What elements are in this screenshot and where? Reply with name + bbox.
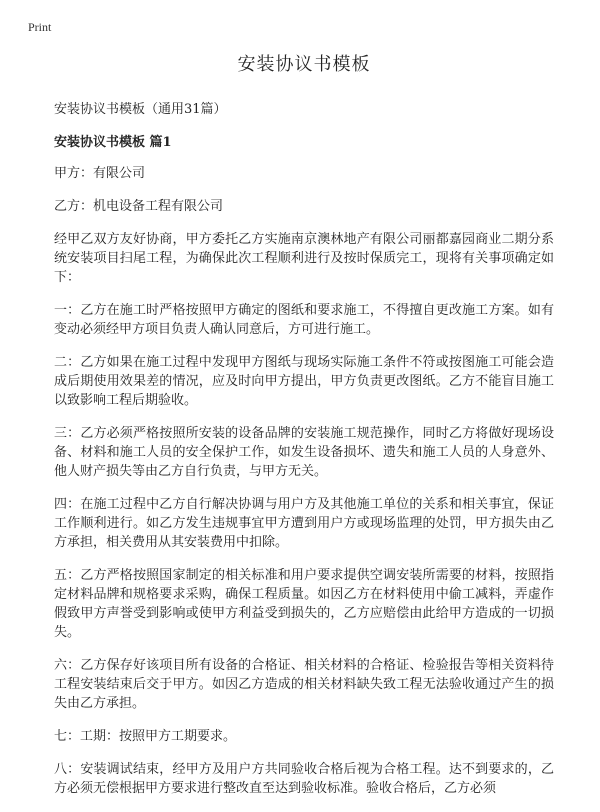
clause-8: 八：安装调试结束，经甲方及用户方共同验收合格后视为合格工程。达不到要求的，乙方必须无偿根据甲方要求进行整改直至达到验收标准。验收合格后，乙方必须 [54, 762, 554, 796]
section-heading: 安装协议书模板 篇1 [54, 135, 172, 150]
clause-7: 七：工期：按照甲方工期要求。 [54, 729, 237, 744]
document-title: 安装协议书模板 [237, 54, 371, 75]
document-subtitle: 安装协议书模板（通用31篇） [54, 102, 227, 117]
clause-3: 三：乙方必须严格按照所安装的设备品牌的安装施工规范操作，同时乙方将做好现场设备、材料和施工人员的安全保护工作，如发生设备损坏、遗失和施工人员的人身意外、他人财产损失等由乙方自行负责，与甲方无关。 [54, 426, 554, 479]
party-b-line: 乙方：机电设备工程有限公司 [54, 199, 224, 214]
clause-2: 二：乙方如果在施工过程中发现甲方图纸与现场实际施工条件不符或按图施工可能会造成后期使用效果差的情况，应及时向甲方提出，甲方负责更改图纸。乙方不能盲目施工以致影响工程后期验收。 [54, 355, 554, 408]
clause-1: 一：乙方在施工时严格按照甲方确定的图纸和要求施工，不得擅自更改施工方案。如有变动必须经甲方项目负责人确认同意后，方可进行施工。 [54, 303, 554, 337]
clause-5: 五：乙方严格按照国家制定的相关标准和用户要求提供空调安装所需要的材料，按照指定材料品牌和规格要求采购，确保工程质量。如因乙方在材料使用中偷工减料，弄虚作假致甲方声誉受到影响或使甲方利益受到损失的，乙方应赔偿由此给甲方造成的一切损失。 [54, 568, 554, 640]
clause-4: 四：在施工过程中乙方自行解决协调与用户方及其他施工单位的关系和相关事宜，保证工作顺利进行。如乙方发生违规事宜甲方遭到用户方或现场监理的处罚，甲方损失由乙方承担，相关费用从其安装费用中扣除。 [54, 497, 554, 550]
print-link[interactable]: Print [28, 20, 52, 34]
clause-6: 六：乙方保存好该项目所有设备的合格证、相关材料的合格证、检验报告等相关资料待工程安装结束后交于甲方。如因乙方造成的相关材料缺失致工程无法验收通过产生的损失由乙方承担。 [54, 658, 554, 711]
document-page [54, 50, 554, 812]
party-a-line: 甲方：有限公司 [54, 166, 146, 181]
intro-paragraph: 经甲乙双方友好协商，甲方委托乙方实施南京澳林地产有限公司丽都嘉园商业二期分系统安装项目扫尾工程，为确保此次工程顺利进行及按时保质完工，现将有关事项确定如下： [54, 232, 554, 285]
